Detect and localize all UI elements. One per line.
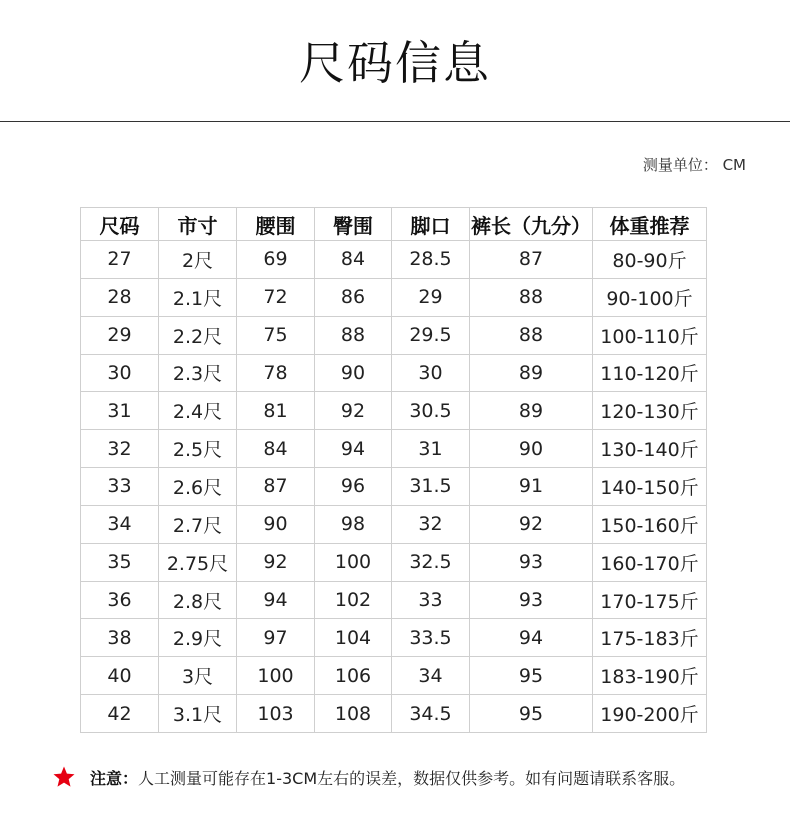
cell-pant-length: 87: [470, 241, 593, 279]
cell-waist: 81: [237, 392, 315, 430]
header-waist: 腰围: [237, 208, 315, 241]
cell-pant-length: 94: [470, 619, 593, 657]
table-row: [81, 241, 707, 279]
cell-pant-length: 89: [470, 354, 593, 392]
table-row: [81, 543, 707, 581]
cell-waist: 69: [237, 241, 315, 279]
header-size: 尺码: [81, 208, 159, 241]
cell-leg-opening: 30: [392, 354, 470, 392]
cell-market-inch: 2尺: [159, 241, 237, 279]
cell-waist: 94: [237, 581, 315, 619]
cell-size: 31: [81, 392, 159, 430]
table-body: [81, 241, 707, 733]
cell-market-inch: 3.1尺: [159, 695, 237, 733]
title-divider: [0, 121, 790, 122]
header-weight-recommendation: 体重推荐: [593, 208, 707, 241]
table-row: [81, 581, 707, 619]
table-row: [81, 316, 707, 354]
table-row: [81, 278, 707, 316]
cell-size: 42: [81, 695, 159, 733]
star-icon: [52, 765, 76, 789]
cell-leg-opening: 29: [392, 278, 470, 316]
cell-waist: 92: [237, 543, 315, 581]
cell-leg-opening: 28.5: [392, 241, 470, 279]
header-hip: 臀围: [315, 208, 392, 241]
cell-leg-opening: 29.5: [392, 316, 470, 354]
cell-market-inch: 3尺: [159, 657, 237, 695]
cell-weight: 150-160斤: [593, 505, 707, 543]
cell-size: 40: [81, 657, 159, 695]
cell-hip: 84: [315, 241, 392, 279]
cell-leg-opening: 33: [392, 581, 470, 619]
cell-pant-length: 95: [470, 657, 593, 695]
cell-market-inch: 2.8尺: [159, 581, 237, 619]
cell-hip: 102: [315, 581, 392, 619]
cell-weight: 80-90斤: [593, 241, 707, 279]
cell-market-inch: 2.75尺: [159, 543, 237, 581]
table-row: [81, 430, 707, 468]
cell-weight: 160-170斤: [593, 543, 707, 581]
size-chart-table: [80, 207, 707, 733]
cell-market-inch: 2.7尺: [159, 505, 237, 543]
unit-note: 测量单位： CM: [642, 156, 746, 174]
cell-hip: 106: [315, 657, 392, 695]
cell-weight: 90-100斤: [593, 278, 707, 316]
cell-weight: 190-200斤: [593, 695, 707, 733]
cell-waist: 87: [237, 468, 315, 506]
cell-weight: 183-190斤: [593, 657, 707, 695]
cell-weight: 100-110斤: [593, 316, 707, 354]
cell-leg-opening: 30.5: [392, 392, 470, 430]
cell-pant-length: 90: [470, 430, 593, 468]
cell-pant-length: 92: [470, 505, 593, 543]
cell-size: 36: [81, 581, 159, 619]
cell-leg-opening: 31: [392, 430, 470, 468]
cell-hip: 90: [315, 354, 392, 392]
cell-weight: 120-130斤: [593, 392, 707, 430]
cell-leg-opening: 32.5: [392, 543, 470, 581]
cell-weight: 140-150斤: [593, 468, 707, 506]
cell-waist: 78: [237, 354, 315, 392]
cell-pant-length: 88: [470, 316, 593, 354]
disclaimer-note: [52, 765, 762, 792]
table-row: [81, 505, 707, 543]
cell-market-inch: 2.2尺: [159, 316, 237, 354]
cell-size: 32: [81, 430, 159, 468]
page-title: 尺码信息: [299, 36, 491, 90]
header-pant-length: 裤长（九分）: [470, 208, 593, 241]
cell-market-inch: 2.3尺: [159, 354, 237, 392]
cell-weight: 130-140斤: [593, 430, 707, 468]
cell-size: 30: [81, 354, 159, 392]
cell-hip: 98: [315, 505, 392, 543]
cell-size: 34: [81, 505, 159, 543]
cell-leg-opening: 33.5: [392, 619, 470, 657]
table-row: [81, 695, 707, 733]
cell-pant-length: 88: [470, 278, 593, 316]
cell-leg-opening: 34.5: [392, 695, 470, 733]
cell-leg-opening: 31.5: [392, 468, 470, 506]
note-label: 注意：: [90, 769, 139, 788]
cell-waist: 75: [237, 316, 315, 354]
cell-pant-length: 93: [470, 581, 593, 619]
cell-market-inch: 2.6尺: [159, 468, 237, 506]
cell-market-inch: 2.4尺: [159, 392, 237, 430]
note-text: 人工测量可能存在1-3CM左右的误差，数据仅供参考。如有问题请联系客服。: [138, 769, 686, 788]
cell-waist: 100: [237, 657, 315, 695]
table-row: [81, 619, 707, 657]
cell-size: 35: [81, 543, 159, 581]
cell-waist: 84: [237, 430, 315, 468]
table-header-row: [81, 208, 707, 241]
cell-weight: 110-120斤: [593, 354, 707, 392]
cell-waist: 90: [237, 505, 315, 543]
cell-leg-opening: 32: [392, 505, 470, 543]
header-leg-opening: 脚口: [392, 208, 470, 241]
cell-size: 27: [81, 241, 159, 279]
cell-hip: 104: [315, 619, 392, 657]
cell-size: 33: [81, 468, 159, 506]
header-market-inch: 市寸: [159, 208, 237, 241]
cell-hip: 108: [315, 695, 392, 733]
cell-size: 29: [81, 316, 159, 354]
table-row: [81, 468, 707, 506]
cell-hip: 88: [315, 316, 392, 354]
cell-market-inch: 2.5尺: [159, 430, 237, 468]
cell-waist: 97: [237, 619, 315, 657]
cell-pant-length: 89: [470, 392, 593, 430]
cell-hip: 96: [315, 468, 392, 506]
table-row: [81, 354, 707, 392]
cell-hip: 92: [315, 392, 392, 430]
cell-hip: 94: [315, 430, 392, 468]
cell-waist: 103: [237, 695, 315, 733]
cell-leg-opening: 34: [392, 657, 470, 695]
cell-waist: 72: [237, 278, 315, 316]
cell-hip: 86: [315, 278, 392, 316]
table-row: [81, 657, 707, 695]
cell-pant-length: 95: [470, 695, 593, 733]
cell-weight: 175-183斤: [593, 619, 707, 657]
table-row: [81, 392, 707, 430]
cell-weight: 170-175斤: [593, 581, 707, 619]
cell-market-inch: 2.1尺: [159, 278, 237, 316]
cell-size: 38: [81, 619, 159, 657]
cell-size: 28: [81, 278, 159, 316]
cell-pant-length: 91: [470, 468, 593, 506]
cell-pant-length: 93: [470, 543, 593, 581]
cell-market-inch: 2.9尺: [159, 619, 237, 657]
cell-hip: 100: [315, 543, 392, 581]
